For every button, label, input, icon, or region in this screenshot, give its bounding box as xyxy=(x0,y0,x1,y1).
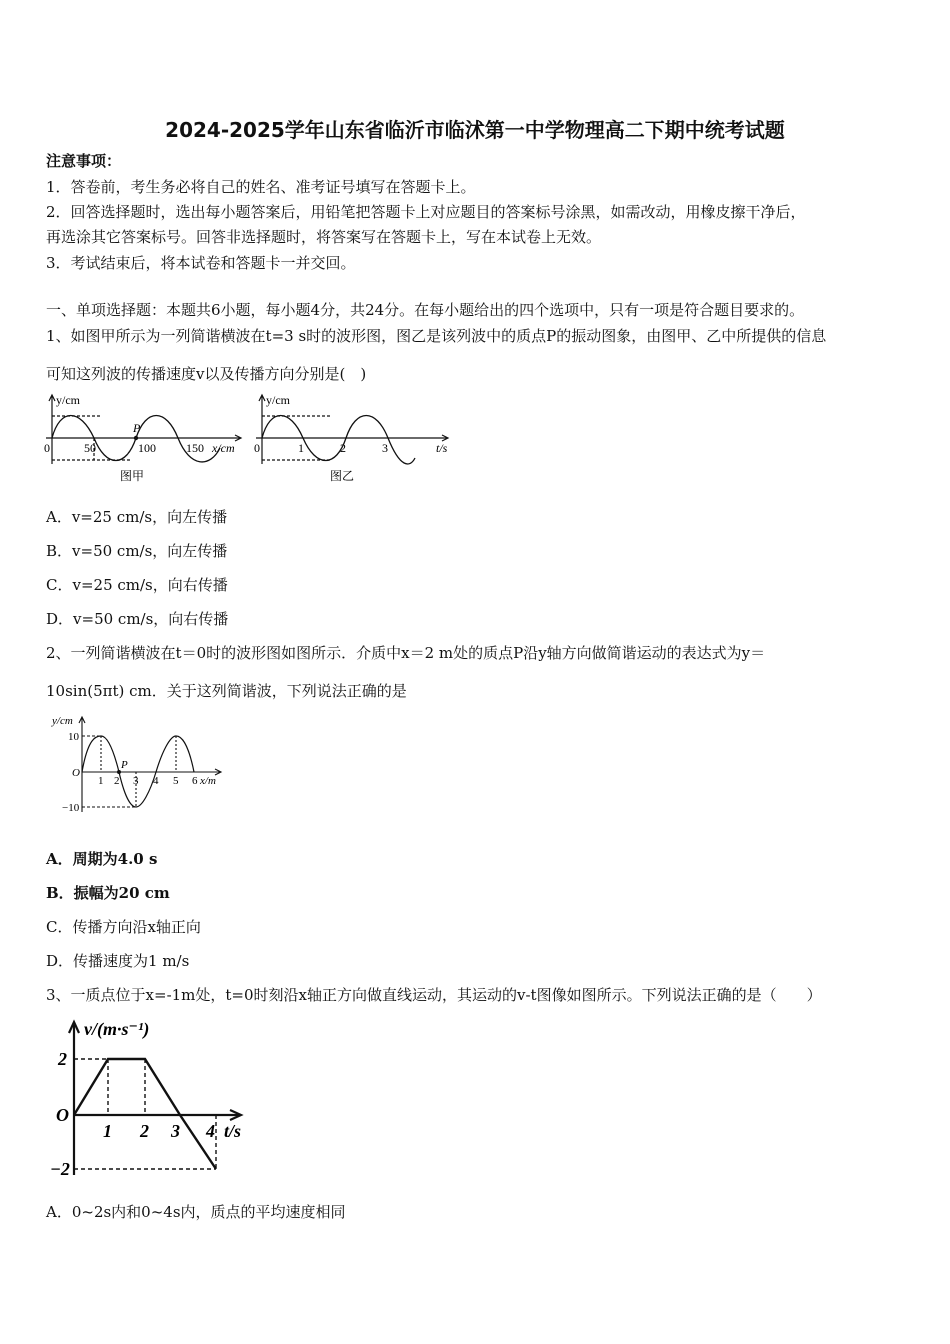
q1-option: D．v=50 cm/s，向右传播 xyxy=(46,610,229,628)
q2-figure xyxy=(48,712,233,817)
q1-fig-b-tick: 2 xyxy=(340,441,346,455)
q3-fig-tick: 1 xyxy=(103,1121,112,1141)
notice-item: 1．答卷前，考生务必将自己的姓名、准考证号填写在答题卡上。 xyxy=(46,178,476,196)
q2-fig-tick: 6 xyxy=(192,775,198,787)
section-heading: 一、单项选择题：本题共6小题，每小题4分，共24分。在每小题给出的四个选项中，只有一项是符合题目要求的。 xyxy=(46,301,805,319)
q1-fig-b-ylabel: y/cm xyxy=(266,393,290,407)
q1-fig-b-tick: 1 xyxy=(298,441,304,455)
q3-fig-tick: 4 xyxy=(206,1121,215,1141)
q1-fig-a-point-p xyxy=(134,436,138,440)
q3-option: A．0~2s内和0~4s内，质点的平均速度相同 xyxy=(46,1203,346,1221)
q1-fig-a-caption: 图甲 xyxy=(120,469,145,483)
q2-fig-tick: 5 xyxy=(173,775,179,787)
q1-fig-a-xlabel: x/cm xyxy=(212,441,235,455)
q3-fig-xlabel: t/s xyxy=(224,1121,242,1141)
q1-fig-a-origin: 0 xyxy=(44,441,50,455)
q1-fig-b-tick: 3 xyxy=(382,441,388,455)
q3-fig-tick: 3 xyxy=(171,1121,180,1141)
q2-stem-line2: 10sin(5πt) cm．关于这列简谐波，下列说法正确的是 xyxy=(46,682,407,700)
q2-fig-tick: 2 xyxy=(114,775,120,787)
q2-option: D．传播速度为1 m/s xyxy=(46,952,190,970)
q3-stem: 3、一质点位于x=-1m处，t=0时刻沿x轴正方向做直线运动，其运动的v-t图像如图所示。下列说法正确的是（ ） xyxy=(46,986,822,1004)
q1-fig-a-tick: 150 xyxy=(186,441,204,455)
q1-fig-b-origin: 0 xyxy=(254,441,260,455)
q1-fig-a-point-label: P xyxy=(133,421,141,435)
q2-option: A．周期为4.0 s xyxy=(46,850,158,868)
q1-fig-a-ylabel: y/cm xyxy=(56,393,80,407)
q1-figure-b xyxy=(252,392,462,487)
notice-item: 3．考试结束后，将本试卷和答题卡一并交回。 xyxy=(46,254,356,272)
q2-fig-tick: 3 xyxy=(133,775,139,787)
q1-option: B．v=50 cm/s，向左传播 xyxy=(46,542,228,560)
q2-fig-ymax: 10 xyxy=(68,731,79,743)
q1-figure-a xyxy=(40,392,250,487)
q1-option: A．v=25 cm/s，向左传播 xyxy=(46,508,228,526)
q3-fig-ylabel: v/(m·s⁻¹) xyxy=(84,1019,150,1039)
q1-fig-a-tick: 50 xyxy=(84,441,96,455)
q2-fig-xlabel: x/m xyxy=(200,775,216,787)
q1-fig-a-tick: 100 xyxy=(138,441,156,455)
q1-option: C．v=25 cm/s，向右传播 xyxy=(46,576,228,594)
page-title: 2024-2025学年山东省临沂市临沭第一中学物理高二下期中统考试题 xyxy=(165,118,785,142)
q2-stem-line1: 2、一列简谐横波在t＝0时的波形图如图所示．介质中x＝2 m处的质点P沿y轴方向做简谐运动的表达式为y＝ xyxy=(46,644,766,662)
q2-fig-tick: 1 xyxy=(98,775,104,787)
q2-fig-point-label: P xyxy=(121,759,128,771)
q2-fig-ymin: −10 xyxy=(62,802,80,814)
q2-option: B．振幅为20 cm xyxy=(46,884,170,902)
q2-option: C．传播方向沿x轴正向 xyxy=(46,918,201,936)
q2-fig-tick: 4 xyxy=(153,775,159,787)
q3-fig-ymax: 2 xyxy=(58,1049,67,1069)
q1-fig-b-wave xyxy=(262,416,415,464)
q2-fig-ylabel: y/cm xyxy=(52,715,73,727)
q3-fig-ymin: −2 xyxy=(50,1159,70,1179)
q1-stem-line2: 可知这列波的传播速度v以及传播方向分别是( ) xyxy=(46,365,367,383)
notice-item: 再选涂其它答案标号。回答非选择题时，将答案写在答题卡上，写在本试卷上无效。 xyxy=(46,228,602,246)
q3-fig-tick: 2 xyxy=(140,1121,149,1141)
q1-fig-b-caption: 图乙 xyxy=(330,469,355,483)
q1-fig-b-xlabel: t/s xyxy=(436,441,448,455)
q2-fig-origin: O xyxy=(72,767,80,779)
notice-item: 2．回答选择题时，选出每小题答案后，用铅笔把答题卡上对应题目的答案标号涂黑，如需改动，用橡皮擦干净后， xyxy=(46,203,806,221)
notice-heading: 注意事项： xyxy=(46,152,122,170)
q1-stem-line1: 1、如图甲所示为一列简谐横波在t=3 s时的波形图，图乙是该列波中的质点P的振动图象，由图甲、乙中所提供的信息 xyxy=(46,327,827,345)
q3-figure xyxy=(44,1015,259,1185)
q3-fig-origin: O xyxy=(56,1105,69,1125)
